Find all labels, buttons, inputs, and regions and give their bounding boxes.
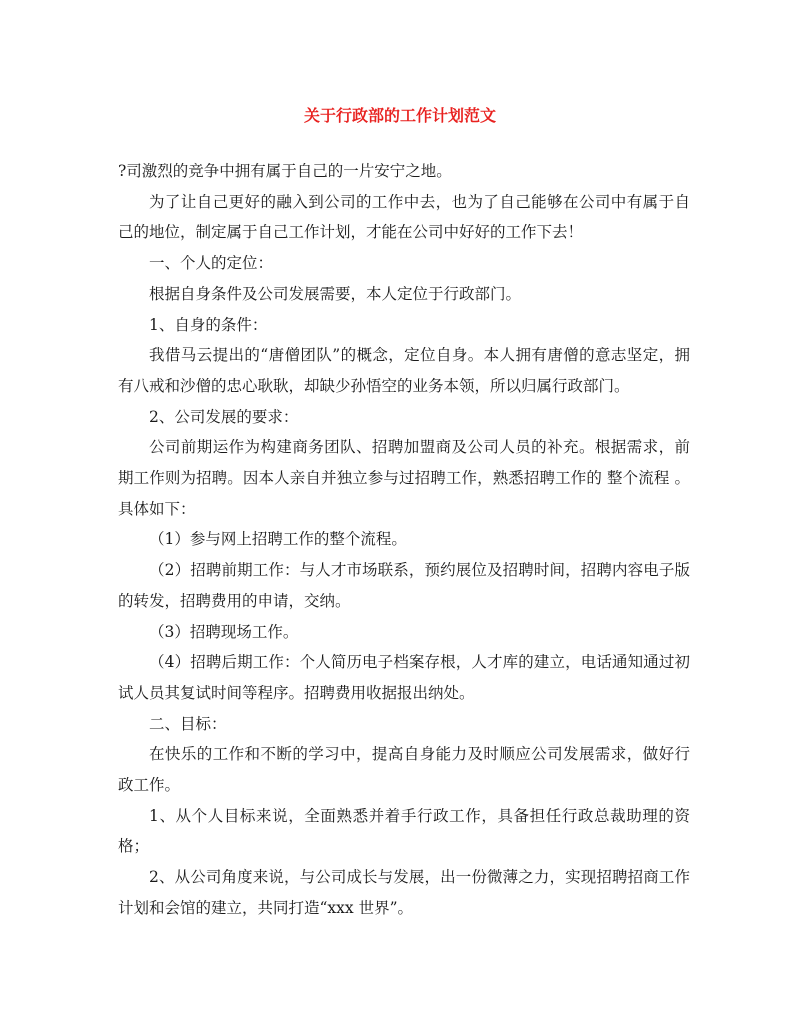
- list-item-4: （4）招聘后期工作：个人简历电子档案存根，人才库的建立，电话通知通过初试人员其复试时间等程序。招聘费用收据报出纳处。: [118, 653, 690, 702]
- document-body: [118, 156, 690, 924]
- list-item-3: （3）招聘现场工作。: [149, 622, 299, 641]
- paragraph-purpose: 为了让自己更好的融入到公司的工作中去，也为了自己能够在公司中有属于自己的地位，制定属于自己工作计划，才能在公司中好好的工作下去！: [118, 192, 690, 242]
- paragraph-company-requirements: 公司前期运作为构建商务团队、招聘加盟商及公司人员的补充。根据需求，前期工作则为招聘。因本人亲自并独立参与过招聘工作，熟悉招聘工作的 整个流程 。具体如下：: [118, 438, 690, 518]
- list-item-2: （2）招聘前期工作：与人才市场联系，预约展位及招聘时间，招聘内容电子版的转发，招聘费用的申请，交纳。: [118, 561, 690, 610]
- subheading-own-conditions: 1、自身的条件：: [149, 315, 268, 334]
- section-heading-positioning: 一、个人的定位：: [149, 254, 274, 273]
- section-heading-goals: 二、目标：: [149, 714, 227, 733]
- paragraph-positioning: 根据自身条件及公司发展需要，本人定位于行政部门。: [149, 284, 522, 303]
- paragraph-goals: 在快乐的工作和不断的学习中，提高自身能力及时顺应公司发展需求，做好行政工作。: [118, 745, 690, 795]
- subheading-company-requirements: 2、公司发展的要求：: [149, 407, 299, 426]
- document-title: 关于行政部的工作计划范文: [303, 106, 496, 125]
- list-item-1: （1）参与网上招聘工作的整个流程。: [149, 530, 407, 549]
- goal-item-2: 2、从公司角度来说，与公司成长与发展，出一份微薄之力，实现招聘招商工作计划和会馆的建立，共同打造“xxx 世界”。: [118, 868, 690, 917]
- goal-item-1: 1、从个人目标来说，全面熟悉并着手行政工作，具备担任行政总裁助理的资格；: [118, 806, 690, 856]
- paragraph-intro-fragment: ?司激烈的竞争中拥有属于自己的一片安宁之地。: [118, 162, 452, 180]
- paragraph-own-conditions: 我借马云提出的“唐僧团队”的概念，定位自身。本人拥有唐僧的意志坚定，拥有八戒和沙僧的忠心耿耿，却缺少孙悟空的业务本领，所以归属行政部门。: [118, 346, 690, 395]
